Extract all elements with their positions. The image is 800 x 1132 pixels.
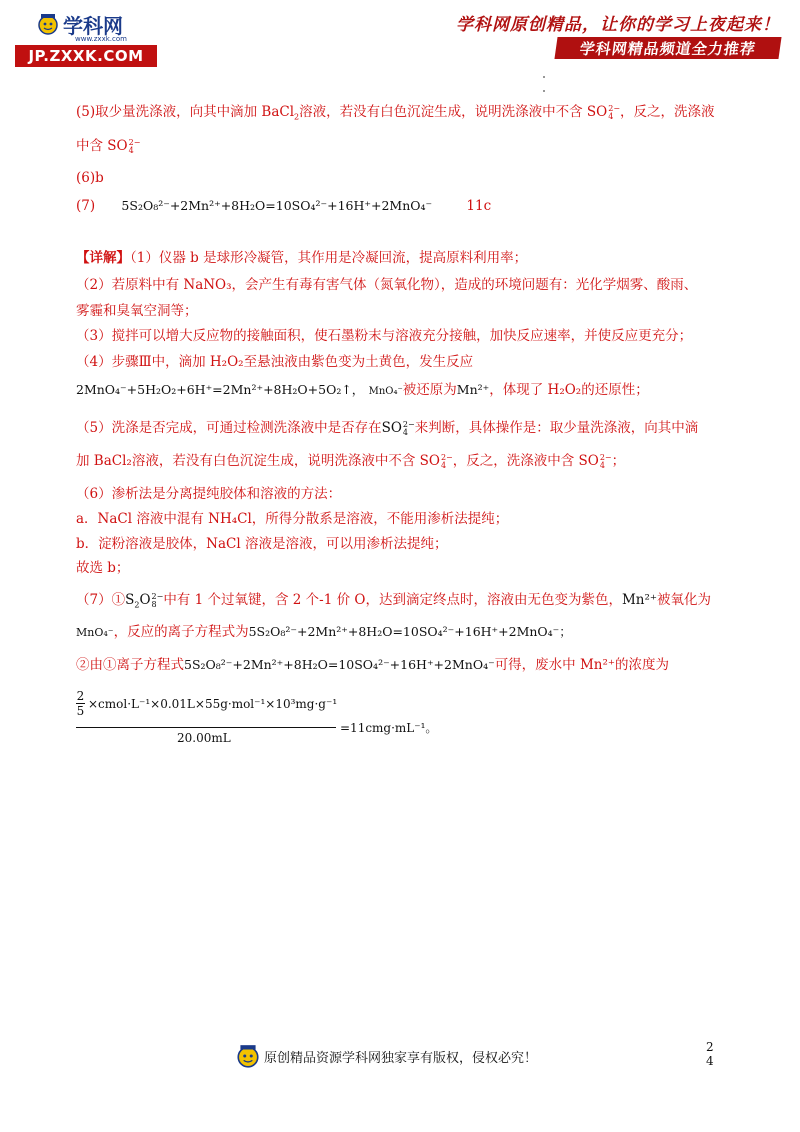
detail-formula: MnO₄⁻ <box>368 386 403 397</box>
page-number <box>706 1040 714 1068</box>
detail-p5b: 加 BaCl₂溶液，若没有白色沉淀生成，说明洗涤液中不含 SO 2− 4 ，反之，洗涤液中含 SO 2− 4 ； <box>76 452 626 470</box>
decor-dot <box>543 90 545 92</box>
detail-p8 <box>76 656 669 674</box>
detail-text: ； <box>611 453 626 469</box>
coef-numerator: 2 <box>76 689 85 703</box>
page-number-current: 2 <box>706 1040 714 1054</box>
detail-p4a: （4）步骤Ⅲ中，滴加 H₂O₂至悬浊液由紫色变为土黄色，发生反应 <box>76 354 474 370</box>
answer-5-line1: (5)取少量洗涤液，向其中滴加 BaCl$_2$溶液，若没有白色沉淀生成，说明洗涤液中不含 SO 2− 4 ，反之，洗涤液 <box>76 103 715 122</box>
detail-text: （1）仪器 b 是球形冷凝管，其作用是冷凝回流，提高原料利用率； <box>130 250 528 266</box>
detail-text: 来判断，具体操作是：取少量洗涤液，向其中滴 <box>414 420 699 436</box>
logo-small-url: www.zxxk.com <box>75 35 127 43</box>
coef-denominator: 5 <box>76 704 85 718</box>
answer-5-line2: 中含 SO 2− 4 <box>76 137 141 155</box>
copyright-text: 原创精品资源学科网独家享有版权，侵权必究！ <box>264 1050 538 1066</box>
site-logo[interactable] <box>15 8 160 68</box>
detail-text: 被还原为 <box>402 382 457 398</box>
detail-text: ，反之，洗涤液中含 SO <box>452 453 599 469</box>
detail-p7a: $(7)①S_2O$ 2− 8 中有 1 个过氧键，含 2 个-1 价 O，达到滴定终点时，溶液由无色变为紫色，Mn²⁺被氧化为 <box>76 591 712 610</box>
answer-7 <box>76 197 491 215</box>
mascot-icon <box>37 12 59 36</box>
detail-text: ②由①离子方程式 <box>76 657 184 673</box>
answer-7-equation: 5S₂O₈²⁻+2Mn²⁺+8H₂O=10SO₄²⁻+16H⁺+2MnO₄⁻ <box>121 198 433 213</box>
answer-5-text: ，反之，洗涤液 <box>620 104 715 120</box>
logo-text: 学科网 <box>63 13 123 38</box>
answer-6: (6)b <box>76 170 104 186</box>
detail-text: 可得，废水中 Mn²⁺的浓度为 <box>494 657 670 673</box>
detail-p3: （3）搅拌可以增大反应物的接触面积，使石墨粉末与溶液充分接触，加快反应速率，并使反应更充分； <box>76 328 693 344</box>
logo-url-banner: JP.ZXXK.COM <box>15 45 157 67</box>
detail-formula: Mn²⁺ <box>456 382 490 397</box>
page-number-total: 4 <box>706 1054 714 1068</box>
answer-7-label: (7) <box>76 198 96 214</box>
fraction-result <box>340 719 437 736</box>
detail-p1 <box>76 249 527 267</box>
detail-p6a: a．NaCl 溶液中混有 NH₄Cl，所得分散系是溶液，不能用渗析法提纯； <box>76 511 509 527</box>
detail-text: （7）① <box>76 592 126 608</box>
detail-equation: 5S₂O₈²⁻+2Mn²⁺+8H₂O=10SO₄²⁻+16H⁺+2MnO₄⁻ <box>184 657 495 672</box>
detail-formula: MnO₄⁻ <box>76 626 114 639</box>
decor-dot <box>543 76 545 78</box>
detail-text: 被氧化为 <box>657 592 712 608</box>
header-slogan: 学科网原创精品，让你的学习上夜起来！ <box>456 15 780 35</box>
detail-p6b: b．淀粉溶液是胶体，NaCl 溶液是溶液，可以用渗析法提纯； <box>76 536 448 552</box>
detail-text: ，体现了 H₂O₂的还原性； <box>489 382 649 398</box>
detail-p6c: 故选 b； <box>76 560 130 576</box>
answer-5-text: 中含 SO <box>76 138 128 154</box>
detail-equation: 5S₂O₈²⁻+2Mn²⁺+8H₂O=10SO₄²⁻+16H⁺+2MnO₄⁻； <box>248 624 572 639</box>
detail-text: 加 BaCl₂溶液，若没有白色沉淀生成，说明洗涤液中不含 SO <box>76 453 440 469</box>
detail-tag: 【详解】 <box>76 250 130 266</box>
recommend-text: 学科网精品频道全力推荐 <box>578 39 758 58</box>
recommend-banner <box>554 37 781 59</box>
answer-5-text: (5)取少量洗涤液，向其中滴加 BaCl <box>76 104 295 120</box>
detail-equation: 2MnO₄⁻+5H₂O₂+6H⁺=2Mn²⁺+8H₂O+5O₂↑， <box>76 382 365 397</box>
answer-7-result: 11c <box>466 198 492 214</box>
footer-copyright <box>236 1043 537 1069</box>
detail-p7b <box>76 623 572 642</box>
detail-p6: （6）渗析法是分离提纯胶体和溶液的方法： <box>76 486 342 502</box>
detail-text: ，反应的离子方程式为 <box>113 624 249 640</box>
fraction-bar <box>76 727 336 728</box>
fraction-coefficient <box>76 689 85 718</box>
mascot-icon <box>236 1043 260 1069</box>
result-text: =11cmg·mL⁻¹。 <box>340 721 438 735</box>
fraction-denominator: 20.00mL <box>177 731 231 745</box>
detail-p2a: （2）若原料中有 NaNO₃，会产生有毒有害气体（氮氧化物），造成的环境问题有：光化学烟雾、酸雨、 <box>76 277 698 293</box>
detail-text: 中有 1 个过氧键，含 2 个-1 价 O，达到滴定终点时，溶液由无色变为紫色， <box>163 592 622 608</box>
detail-p2b: 雾霾和臭氧空洞等； <box>76 303 198 319</box>
detail-p4b <box>76 381 649 401</box>
detail-p5a: （5）洗涤是否完成，可通过检测洗涤液中是否存在SO 2− 4 来判断，具体操作是：取少量洗涤液，向其中滴 <box>76 419 699 437</box>
fraction-numerator: ×cmol·L⁻¹×0.01L×55g·mol⁻¹×10³mg·g⁻¹ <box>88 697 338 711</box>
detail-formula: Mn²⁺ <box>621 592 658 608</box>
answer-5-text: 溶液，若没有白色沉淀生成，说明洗涤液中不含 SO <box>299 104 608 120</box>
detail-text: （5）洗涤是否完成，可通过检测洗涤液中是否存在 <box>76 420 382 436</box>
